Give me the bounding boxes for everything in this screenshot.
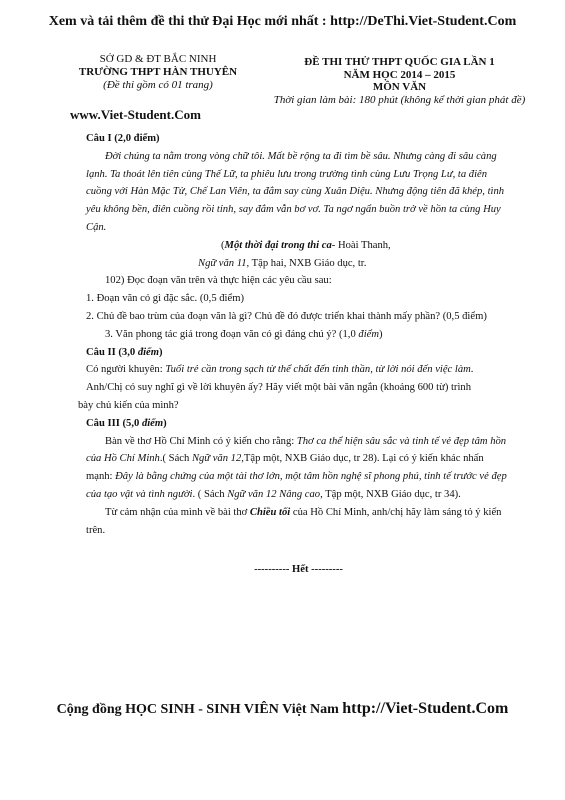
q2-points-word: điểm xyxy=(137,346,159,358)
header-right xyxy=(262,56,537,106)
department-name: SỞ GD & ĐT BẮC NINH xyxy=(99,53,217,65)
school-name: TRƯỜNG THPT HÀN THUYÊN xyxy=(78,66,238,78)
q3-lead: Bàn về thơ Hồ Chí Minh có ý kiến cho rằng: xyxy=(105,435,297,447)
question-1-item-1: 1. Đoạn văn có gì đặc sắc. (0,5 điểm) xyxy=(86,293,244,305)
question-1-item-2: 2. Chủ đề bao trùm của đoạn văn là gì? Chủ đề đó được triển khai thành mấy phần? (0,5 điểm) xyxy=(86,310,487,322)
q2-title-close: ) xyxy=(159,346,163,358)
top-banner: Xem và tải thêm đề thi thử Đại Học mới nhất : http://DeThi.Viet-Student.Com xyxy=(48,14,517,29)
exam-body xyxy=(78,130,511,579)
source-open-paren: ( xyxy=(221,239,225,251)
subject: MÔN VĂN xyxy=(372,81,427,93)
footer xyxy=(0,700,565,718)
question-3-title xyxy=(86,415,511,433)
q3-task-lead: Từ cảm nhận của mình về bài thơ xyxy=(105,506,250,518)
source-author: - Hoài Thanh, xyxy=(331,239,391,251)
source-book: Ngữ văn 11 xyxy=(198,257,247,269)
q3-source-1-book: Ngữ văn 12 xyxy=(191,453,242,465)
website-link[interactable]: www.Viet-Student.Com xyxy=(70,107,201,122)
q3-source-1-rest: ,Tập một, NXB Giáo dục, tr 28). Lại có ý kiến khác nhấn mạnh: xyxy=(86,453,484,483)
q3-title-main: Câu III (5,0 xyxy=(86,417,142,429)
footer-text: Cộng đồng HỌC SINH - SINH VIÊN Việt Nam xyxy=(56,702,343,717)
question-1-passage: Đời chúng ta nằm trong vòng chữ tôi. Mất bề rộng ta đi tìm bề sâu. Nhưng càng đi sâu càng lạnh. Ta thoát lên tiên cùng Thế Lữ, ta phiêu lưu trong trường tình cùng Lưu Trọng Lư, ta điên cuồng với Hàn Mặc Tử, Chế Lan Viên, ta đắm say cùng Xuân Diệu. Nhưng động tiên đã khép, tình yêu không bền, điên cuồng rồi tỉnh, say đắm vẫn bơ vơ. Ta ngơ ngẩn buồn trở về hồn ta cùng Huy Cận. xyxy=(86,150,505,233)
q3-points-word: điểm xyxy=(141,417,164,429)
q3-quote-1: Thơ ca thể hiện sâu sắc và tinh tế vẻ đẹp tâm hồn của Hồ Chí Minh xyxy=(86,435,507,465)
q2-quote: Tuổi trẻ cần trong sạch từ thể chất đến tinh thần, từ lời nói đến việc làm xyxy=(165,364,471,376)
q3-task-rest: của Hồ Chí Minh, anh/chị hãy làm sáng tỏ ý kiến trên. xyxy=(86,506,502,536)
q3-source-2-rest: , Tập một, NXB Giáo dục, tr 34). xyxy=(320,488,461,500)
q3-quote-2: Đây là bằng chứng của một tài thơ lớn, một tâm hồn nghệ sĩ phong phú, tinh tế trước vẻ đẹp của tạo vật và tình người xyxy=(86,471,507,500)
poem-title: Chiều tối xyxy=(249,506,291,518)
question-1-title: Câu I (2,0 điểm) xyxy=(86,133,160,144)
exam-title: ĐỀ THI THỬ THPT QUỐC GIA LẦN 1 xyxy=(304,56,495,68)
q3-source-1-open: .( Sách xyxy=(159,453,192,465)
q2-lead: Có người khuyên: xyxy=(86,364,166,376)
q2-rest: . Anh/Chị có suy nghĩ gì về lời khuyên ấy? Hãy viết một bài văn ngắn (khoảng 600 từ) trình xyxy=(86,364,474,394)
q3-source-2-open: . ( Sách xyxy=(192,488,228,500)
question-2-body xyxy=(86,361,511,397)
source-publisher: , Tập hai, NXB Giáo dục, tr. xyxy=(246,257,367,269)
question-3-paragraph-2 xyxy=(86,504,511,540)
header-left xyxy=(58,53,258,92)
item-3-points-word: điểm xyxy=(358,328,379,340)
q3-source-2-book: Ngữ văn 12 Nâng cao xyxy=(227,488,321,500)
q2-title-main: Câu II (3,0 xyxy=(86,346,138,358)
passage-source-line-1 xyxy=(86,237,511,255)
q3-title-close: ) xyxy=(163,417,167,429)
question-1-instruction: 102) Đọc đoạn văn trên và thực hiện các yêu cầu sau: xyxy=(105,275,332,287)
item-3-close: ) xyxy=(379,328,383,340)
question-2-continued: bày chủ kiến của mình? xyxy=(78,399,179,411)
source-title: Một thời đại trong thi ca xyxy=(224,239,332,251)
item-3-text: 3. Văn phong tác giả trong đoạn văn có gì đáng chú ý? (1,0 xyxy=(105,328,359,340)
passage-source-line-2 xyxy=(86,255,511,273)
footer-url[interactable]: http://Viet-Student.Com xyxy=(342,700,509,717)
page-count-note: (Đề thi gồm có 01 trang) xyxy=(103,79,213,91)
end-marker: ---------- Hết --------- xyxy=(254,564,343,576)
school-year: NĂM HỌC 2014 – 2015 xyxy=(343,68,456,81)
question-1-item-3 xyxy=(86,326,511,344)
time-limit: Thời gian làm bài: 180 phút (không kể thời gian phát đề) xyxy=(273,93,526,106)
question-3-paragraph-1 xyxy=(86,433,511,504)
question-2-title xyxy=(86,344,511,362)
